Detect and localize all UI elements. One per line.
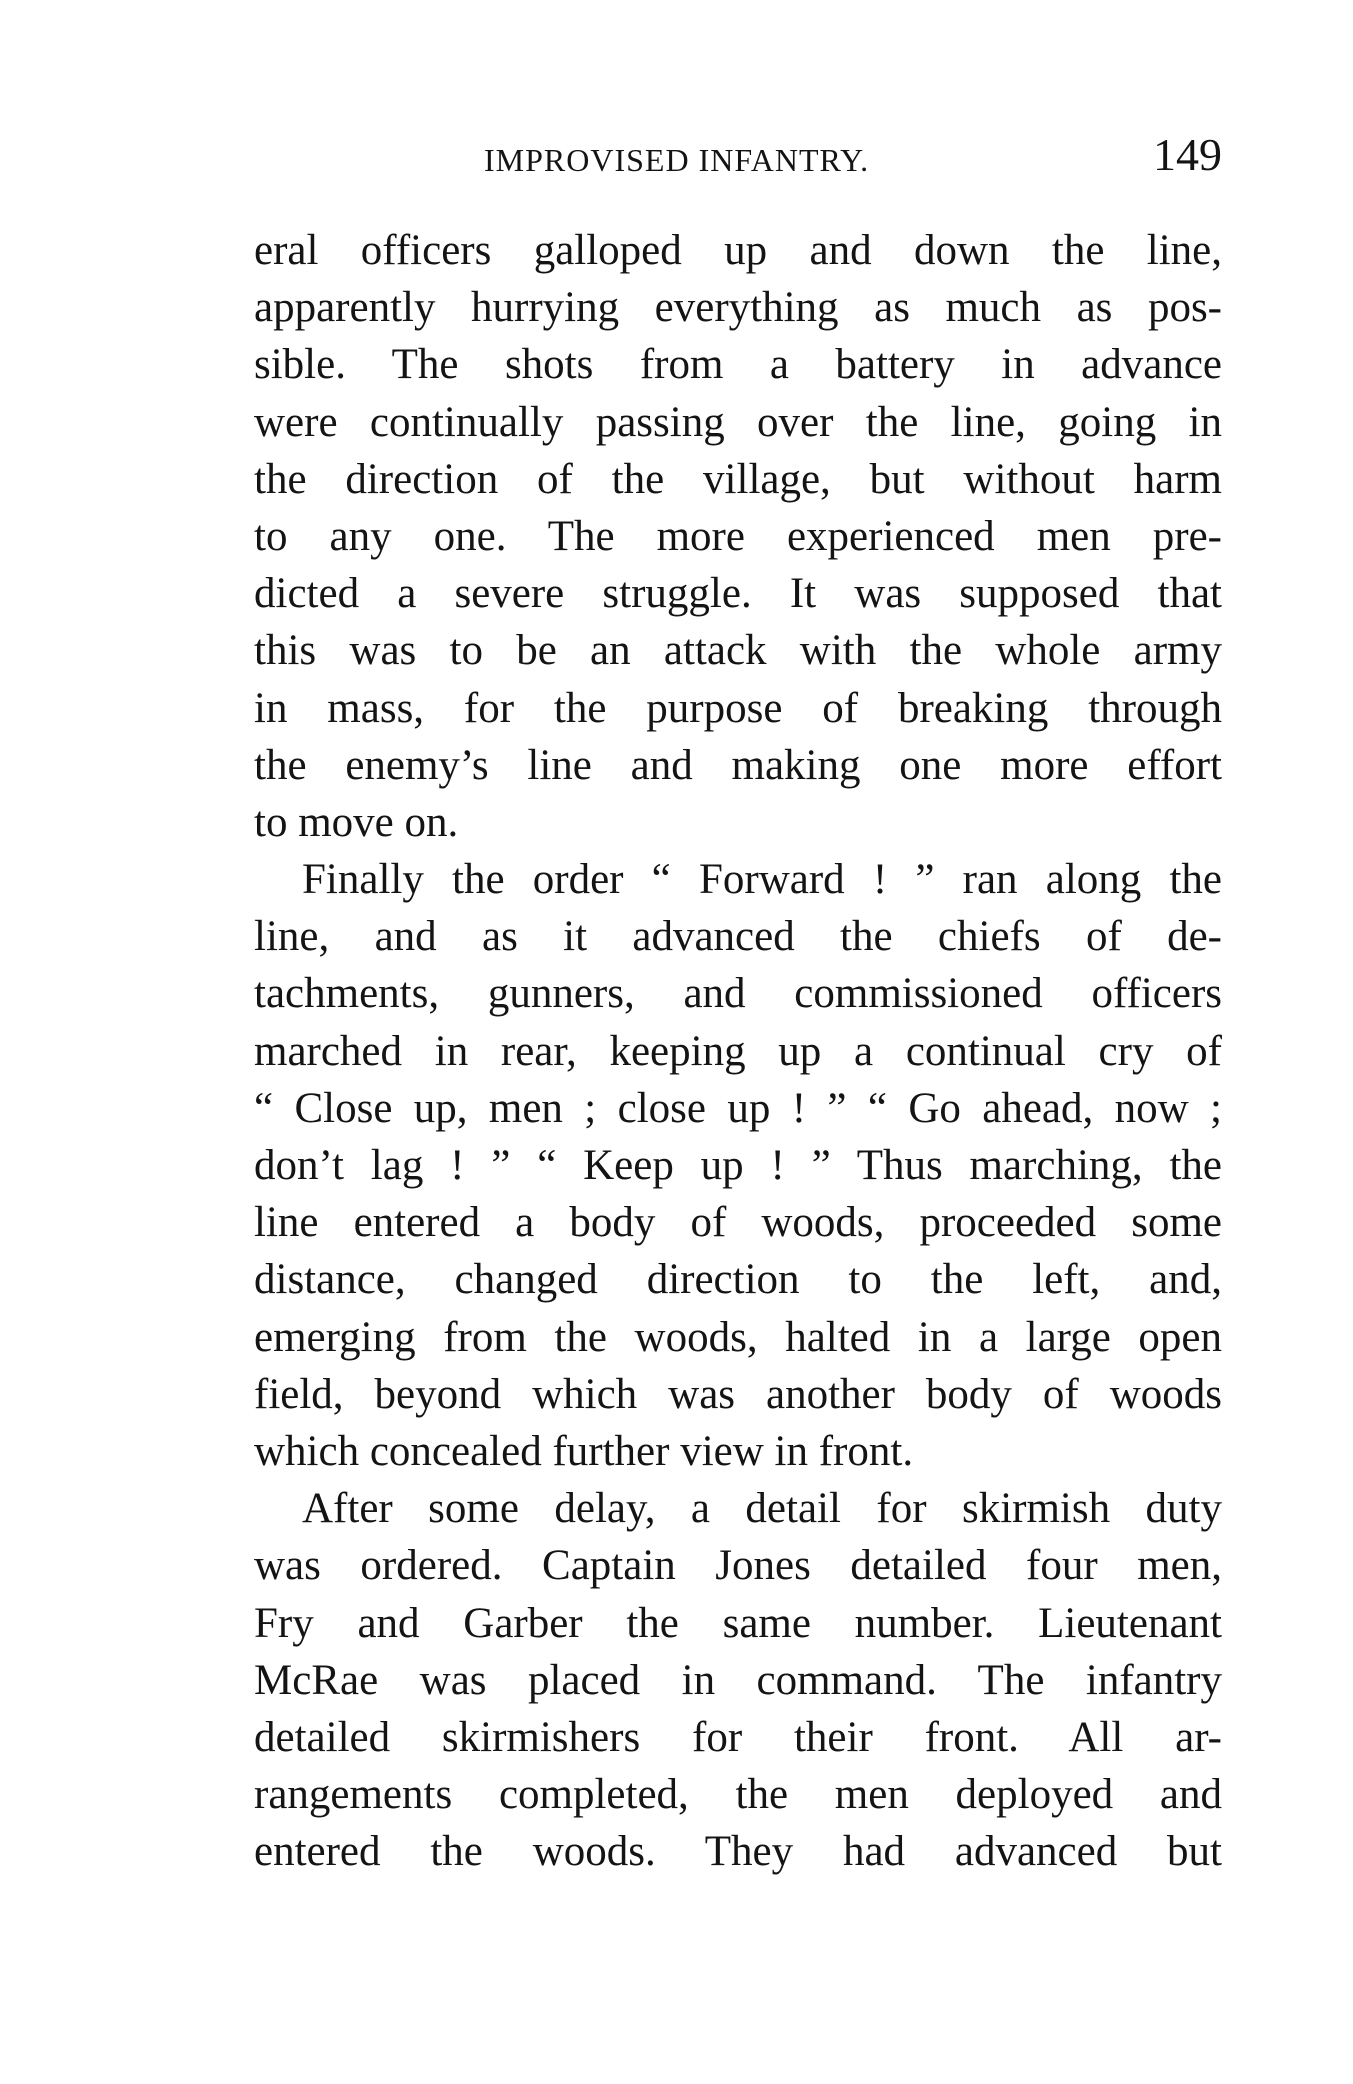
page-number: 149 bbox=[1153, 129, 1222, 180]
paragraph bbox=[254, 851, 1222, 1480]
text-line: don’t lag ! ” “ Keep up ! ” Thus marching, the bbox=[254, 1142, 1222, 1189]
text-line: the enemy’s line and making one more effort bbox=[254, 741, 1222, 789]
text-line: field, beyond which was another body of woods bbox=[254, 1370, 1222, 1418]
paragraph bbox=[254, 222, 1222, 851]
text-line: detailed skirmishers for their front. All ar- bbox=[254, 1713, 1222, 1761]
text-line: Fry and Garber the same number. Lieutenant bbox=[254, 1599, 1222, 1647]
text-line: “ Close up, men ; close up ! ” “ Go ahead, now ; bbox=[254, 1084, 1222, 1132]
text-line: line, and as it advanced the chiefs of de- bbox=[254, 913, 1222, 961]
text-line: this was to be an attack with the whole army bbox=[254, 627, 1222, 675]
text-line: the direction of the village, but without harm bbox=[254, 455, 1222, 503]
text-line: After some delay, a detail for skirmish duty bbox=[302, 1485, 1222, 1533]
text-line: to any one. The more experienced men pre- bbox=[254, 512, 1222, 560]
running-head bbox=[254, 128, 1222, 192]
running-title: IMPROVISED INFANTRY. bbox=[484, 142, 870, 178]
text-line: rangements completed, the men deployed and bbox=[254, 1771, 1222, 1819]
text-line: emerging from the woods, halted in a large open bbox=[254, 1313, 1222, 1361]
text-line: marched in rear, keeping up a continual cry of bbox=[254, 1027, 1222, 1075]
text-line: McRae was placed in command. The infantry bbox=[254, 1656, 1222, 1704]
text-line: in mass, for the purpose of breaking through bbox=[254, 684, 1222, 732]
text-line: tachments, gunners, and commissioned officers bbox=[254, 970, 1222, 1018]
text-line: Finally the order “ Forward ! ” ran along the bbox=[302, 856, 1222, 904]
text-line: line entered a body of woods, proceeded some bbox=[254, 1199, 1222, 1247]
text-line: was ordered. Captain Jones detailed four men, bbox=[254, 1542, 1222, 1590]
body-text bbox=[254, 222, 1222, 1880]
text-line: apparently hurrying everything as much as pos- bbox=[254, 284, 1222, 332]
paragraph bbox=[254, 1480, 1222, 1880]
text-line: entered the woods. They had advanced but bbox=[254, 1828, 1222, 1876]
text-line: eral officers galloped up and down the line, bbox=[254, 227, 1222, 274]
text-line: which concealed further view in front. bbox=[254, 1427, 914, 1475]
text-line: distance, changed direction to the left, and, bbox=[254, 1256, 1222, 1304]
text-line: dicted a severe struggle. It was supposed that bbox=[254, 570, 1222, 618]
text-line: to move on. bbox=[254, 798, 459, 846]
text-line: were continually passing over the line, going in bbox=[254, 398, 1222, 446]
text-line: sible. The shots from a battery in advance bbox=[254, 341, 1222, 389]
